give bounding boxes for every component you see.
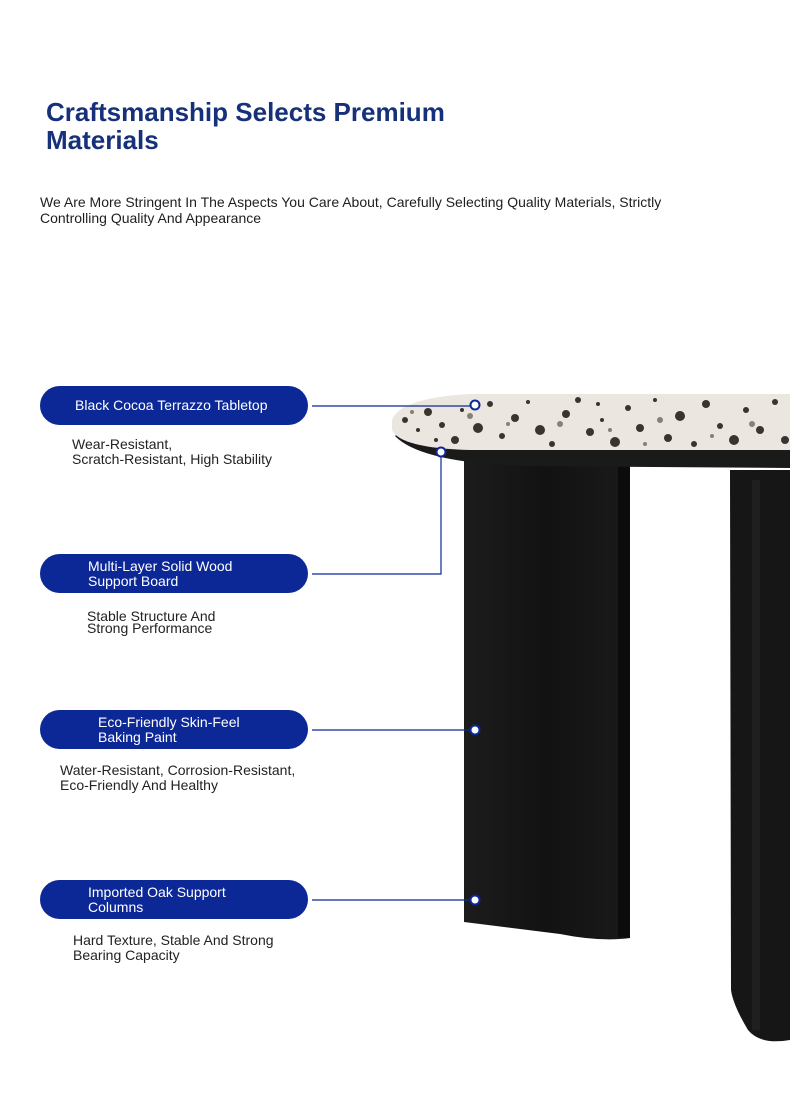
feature-label-text: Black Cocoa Terrazzo Tabletop [75,397,268,413]
front-support-board [464,450,630,939]
feature-description-tabletop: Wear-Resistant, Scratch-Resistant, High Stability [72,436,272,467]
feature-description-baking-paint: Water-Resistant, Corrosion-Resistant, Eco-Friendly And Healthy [60,762,296,793]
page-title: Craftsmanship Selects Premium Materials [46,97,445,155]
marker-dot-support-board [437,448,446,457]
feature-label-text: Imported Oak Support Columns [88,883,226,915]
feature-description-oak-columns: Hard Texture, Stable And Strong Bearing Capacity [73,932,274,963]
leader-lines [312,406,475,900]
marker-dot-baking-paint [471,726,480,735]
feature-label-text: Multi-Layer Solid Wood Support Board [88,557,233,589]
feature-label-oak-columns [40,880,308,919]
feature-label-text: Eco-Friendly Skin-Feel Baking Paint [98,713,240,745]
marker-dot-oak-columns [471,896,480,905]
feature-label-tabletop [40,386,308,425]
page-subtitle: We Are More Stringent In The Aspects You Care About, Carefully Selecting Quality Materials, Strictly Controlling Quality And Appearance [40,194,662,226]
marker-dot-tabletop [471,401,480,410]
feature-description-support-board: Stable Structure And Strong Performance [87,608,216,636]
feature-label-support-board [40,554,308,593]
feature-label-baking-paint [40,710,308,749]
